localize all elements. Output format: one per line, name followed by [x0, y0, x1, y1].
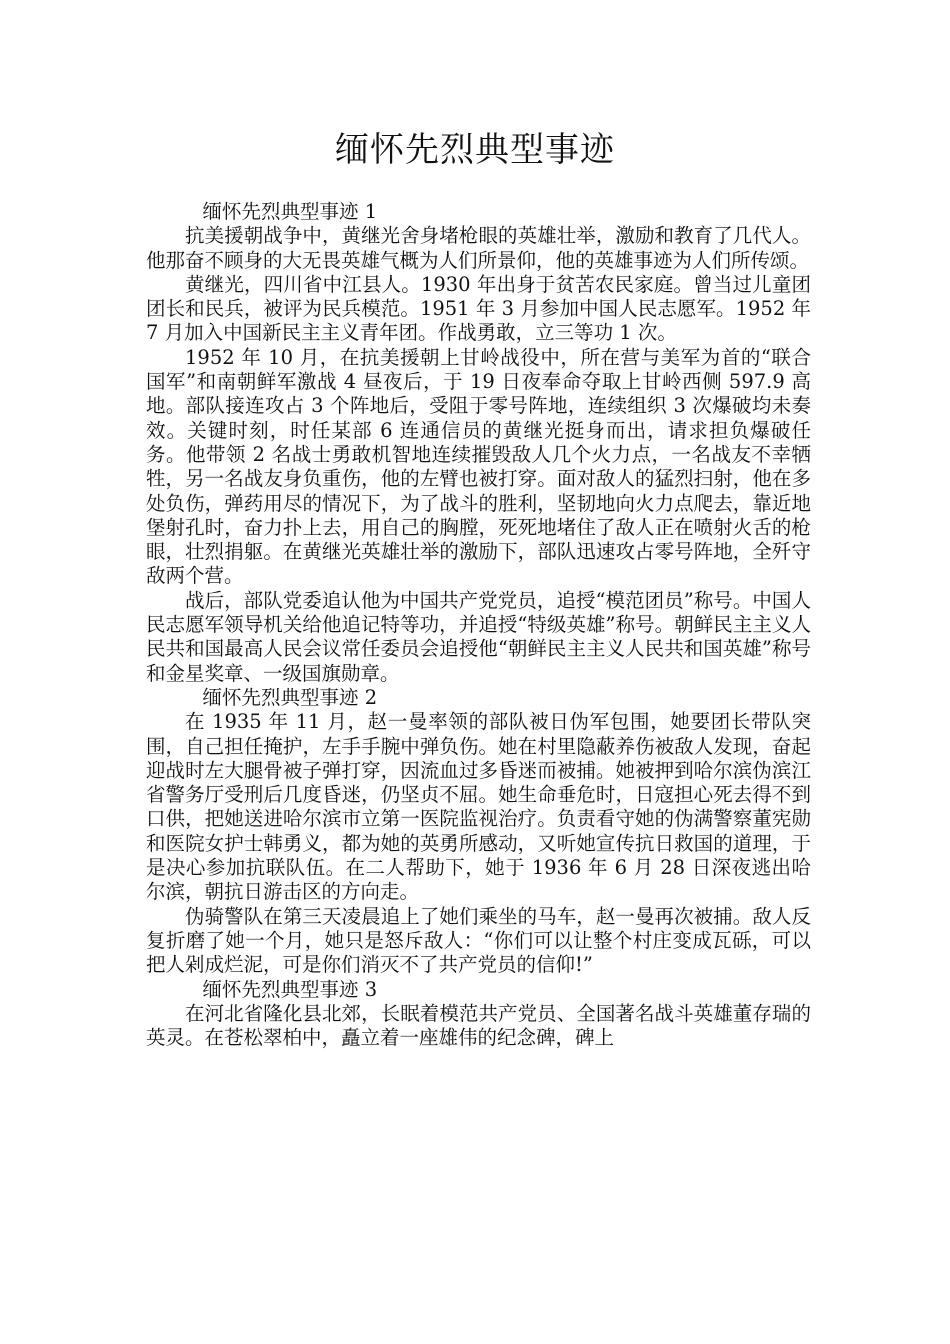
- paragraph: 战后，部队党委追认他为中国共产党党员，追授“模范团员”称号。中国人民志愿军领导机关给他追记特等功，并追授“特级英雄”称号。朝鲜民主主义人民共和国最高人民会议常任委员会追授他“朝鲜民主主义人民共和国英雄”称号和金星奖章、一级国旗勋章。: [146, 588, 811, 685]
- paragraph: 1952 年 10 月，在抗美援朝上甘岭战役中，所在营与美军为首的“联合国军”和南朝鲜军激战 4 昼夜后，于 19 日夜奉命夺取上甘岭西侧 597.9 高地。部队接连攻占 3 个阵地后，受阻于零号阵地，连续组织 3 次爆破均未奏效。关键时刻，时任某部 6 连通信员的黄继光挺身而出，请求担负爆破任务。他带领 2 名战士勇敢机智地连续摧毁敌人几个火力点，一名战友不幸牺牲，另一名战友身负重伤，他的左臂也被打穿。面对敌人的猛烈扫射，他在多处负伤，弹药用尽的情况下，为了战斗的胜利，坚韧地向火力点爬去，靠近地堡射孔时，奋力扑上去，用自己的胸膛，死死地堵住了敌人正在喷射火舌的枪眼，壮烈捐躯。在黄继光英雄壮举的激励下，部队迅速攻占零号阵地，全歼守敌两个营。: [146, 345, 811, 588]
- paragraph: 伪骑警队在第三天凌晨追上了她们乘坐的马车，赵一曼再次被捕。敌人反复折磨了她一个月，她只是怒斥敌人：“你们可以让整个村庄变成瓦砾，可以把人剁成烂泥，可是你们消灭不了共产党员的信仰!”: [146, 904, 811, 977]
- paragraph: 抗美援朝战争中，黄继光舍身堵枪眼的英雄壮举，激励和教育了几代人。他那奋不顾身的大无畏英雄气概为人们所景仰，他的英雄事迹为人们所传颂。: [146, 224, 811, 272]
- section-heading-2: 缅怀先烈典型事迹 2: [202, 685, 378, 709]
- document-title: 缅怀先烈典型事迹: [335, 130, 615, 170]
- paragraph: 在 1935 年 11 月，赵一曼率领的部队被日伪军包围，她要团长带队突围，自己担任掩护，左手手腕中弹负伤。她在村里隐蔽养伤被敌人发现，奋起迎战时左大腿骨被子弹打穿，因流血过多昏迷而被捕。她被押到哈尔滨伪滨江省警务厅受刑后几度昏迷，仍坚贞不屈。她生命垂危时，日寇担心死去得不到口供，把她送进哈尔滨市立第一医院监视治疗。负责看守她的伪满警察董宪勋和医院女护士韩勇义，都为她的英勇所感动，又听她宣传抗日救国的道理，于是决心参加抗联队伍。在二人帮助下，她于 1936 年 6 月 28 日深夜逃出哈尔滨，朝抗日游击区的方向走。: [146, 710, 811, 904]
- document-body: [146, 200, 811, 1050]
- paragraph: 在河北省隆化县北郊，长眠着模范共产党员、全国著名战斗英雄董存瑞的英灵。在苍松翠柏中，矗立着一座雄伟的纪念碑，碑上: [146, 1001, 811, 1050]
- section-heading-3: 缅怀先烈典型事迹 3: [202, 977, 378, 1001]
- section-heading-1: 缅怀先烈典型事迹 1: [202, 200, 378, 223]
- paragraph: 黄继光，四川省中江县人。1930 年出身于贫苦农民家庭。曾当过儿童团团长和民兵，被评为民兵模范。1951 年 3 月参加中国人民志愿军。1952 年 7 月加入中国新民主主义青年团。作战勇敢，立三等功 1 次。: [146, 272, 811, 345]
